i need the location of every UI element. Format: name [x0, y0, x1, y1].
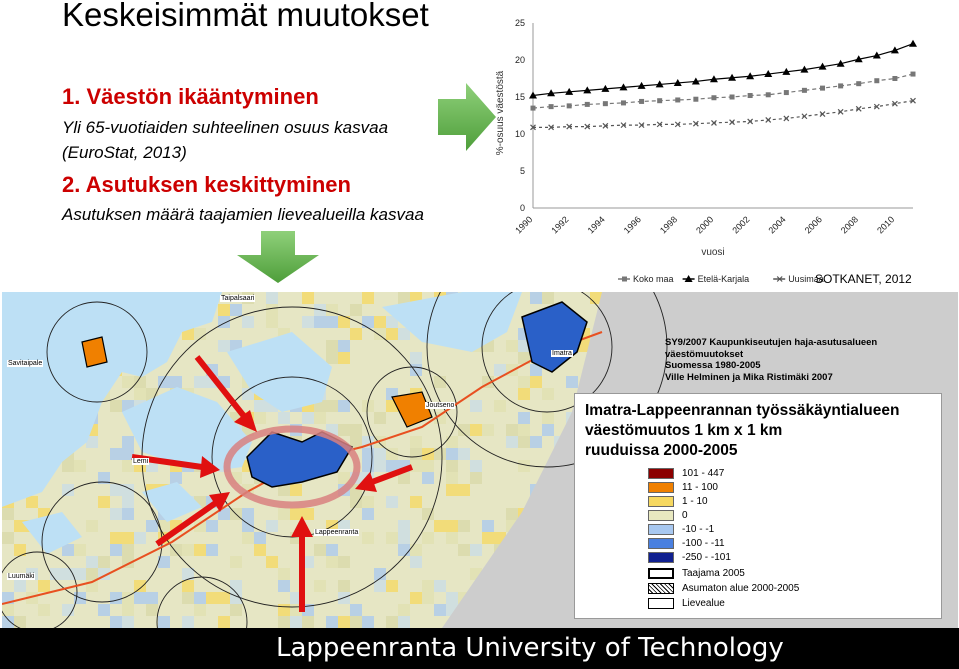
- y-tick-label: 0: [519, 203, 525, 213]
- legend-row: [682, 496, 708, 507]
- legend-row: [682, 510, 688, 521]
- data-point: [675, 97, 680, 102]
- x-tick-label: 1990: [513, 214, 535, 236]
- slide-title: Keskeisimmät muutokset: [62, 0, 429, 33]
- x-tick-label: 2004: [766, 214, 788, 236]
- map-legend: [574, 393, 942, 619]
- legend-row: [682, 552, 731, 563]
- place-label: Luumäki: [8, 573, 35, 580]
- legend-label: 1 - 10: [682, 496, 708, 507]
- data-point: [531, 106, 536, 111]
- ageing-source: (EuroStat, 2013): [62, 143, 187, 162]
- legend-swatch: [648, 468, 674, 479]
- data-point: [657, 98, 662, 103]
- data-point: [802, 88, 807, 93]
- heading-ageing: 1. Väestön ikääntyminen: [62, 84, 319, 109]
- legend-swatch: [648, 538, 674, 549]
- series-line-1: [533, 44, 913, 96]
- y-tick-label: 25: [514, 18, 525, 28]
- caption-line: Suomessa 1980-2005: [665, 360, 761, 371]
- data-point: [784, 116, 789, 121]
- legend-label: Lievealue: [682, 598, 725, 609]
- legend-swatch: [648, 598, 674, 609]
- data-point: [621, 100, 626, 105]
- footer-university: Lappeenranta University of Technology: [0, 628, 959, 669]
- legend-label: Koko maa: [633, 274, 674, 284]
- data-point: [874, 78, 879, 83]
- heading-concentration: 2. Asutuksen keskittyminen: [62, 172, 351, 197]
- legend-label: 0: [682, 510, 688, 521]
- legend-swatch: [648, 524, 674, 535]
- place-label: Imatra: [552, 350, 572, 357]
- legend-row: [682, 524, 714, 535]
- x-tick-label: 2008: [838, 214, 861, 236]
- data-point: [585, 102, 590, 107]
- legend-label: -100 - -11: [682, 538, 725, 549]
- legend-row: [682, 583, 799, 594]
- series-line-0: [533, 74, 913, 108]
- data-point: [693, 97, 698, 102]
- legend-title: Imatra-Lappeenrannan työssäkäyntialueen: [585, 402, 900, 419]
- x-tick-label: 2006: [802, 214, 824, 236]
- y-tick-label: 20: [514, 55, 525, 65]
- legend-title: ruuduissa 2000-2005: [585, 442, 738, 459]
- caption-line: väestömuutokset: [665, 348, 744, 360]
- x-tick-label: 1998: [657, 214, 680, 236]
- data-point: [639, 99, 644, 104]
- y-tick-label: 10: [514, 129, 525, 139]
- data-point: [748, 93, 753, 98]
- x-tick-label: 1994: [585, 214, 607, 236]
- data-point: [748, 119, 753, 124]
- ageing-line-chart: [488, 8, 956, 298]
- data-point: [838, 83, 843, 88]
- ageing-text: Yli 65-vuotiaiden suhteelinen osuus kasvaa: [62, 118, 389, 137]
- legend-swatch: [648, 583, 674, 594]
- y-tick-label: 15: [514, 92, 525, 102]
- legend-row: [682, 538, 725, 549]
- place-label: Savitaipale: [8, 360, 43, 367]
- legend-swatch: [648, 552, 674, 563]
- caption-line: Ville Helminen ja Mika Ristimäki 2007: [665, 371, 833, 383]
- y-tick-label: 5: [519, 166, 525, 176]
- legend-label: -250 - -101: [682, 552, 731, 563]
- legend-label: Uusimaa: [788, 274, 824, 284]
- legend-label: Asumaton alue 2000-2005: [682, 583, 800, 594]
- data-point: [856, 81, 861, 86]
- place-label: Lemi: [133, 458, 149, 465]
- x-tick-label: 2000: [694, 214, 716, 236]
- map-caption: [665, 337, 877, 383]
- data-point: [911, 72, 916, 77]
- legend-label: Taajama 2005: [682, 568, 745, 579]
- chart-ylabel: %-osuus väestöstä: [495, 70, 506, 156]
- chart-source: SOTKANET, 2012: [815, 272, 912, 286]
- legend-row: [682, 482, 718, 493]
- data-point: [549, 104, 554, 109]
- data-point: [820, 86, 825, 91]
- data-point: [730, 95, 735, 100]
- legend-label: 11 - 100: [682, 482, 718, 493]
- legend-swatch: [648, 482, 674, 493]
- data-point: [567, 103, 572, 108]
- data-point: [784, 90, 789, 95]
- legend-swatch: [648, 510, 674, 521]
- data-point: [892, 76, 897, 81]
- data-point: [766, 117, 771, 122]
- x-tick-label: 1992: [549, 214, 571, 236]
- legend-swatch: [648, 496, 674, 507]
- caption-line: SY9/2007 Kaupunkiseutujen haja-asutusalueen: [665, 337, 878, 348]
- chart-xlabel: vuosi: [701, 247, 725, 258]
- arrow-down-icon: [237, 231, 319, 283]
- legend-label: Etelä-Karjala: [697, 274, 750, 284]
- place-label: Taipalsaari: [221, 295, 255, 302]
- legend-swatch: [648, 568, 674, 579]
- data-point: [766, 92, 771, 97]
- legend-title: väestömuutos 1 km x 1 km: [585, 422, 783, 439]
- place-label: Joutseno: [426, 402, 455, 409]
- x-tick-label: 2002: [730, 214, 752, 236]
- legend-row: [682, 468, 724, 479]
- concentration-text: Asutuksen määrä taajamien lievealueilla kasvaa: [62, 205, 424, 224]
- legend-row: [682, 598, 725, 609]
- legend-marker: [622, 277, 627, 282]
- x-tick-label: 2010: [875, 214, 897, 236]
- data-point: [603, 101, 608, 106]
- data-point: [909, 40, 917, 47]
- x-tick-label: 1996: [621, 214, 643, 236]
- legend-label: -10 - -1: [682, 524, 715, 535]
- legend-row: [682, 568, 745, 579]
- place-label: Lappeenranta: [315, 529, 359, 536]
- legend-label: 101 - 447: [682, 468, 725, 479]
- data-point: [711, 95, 716, 100]
